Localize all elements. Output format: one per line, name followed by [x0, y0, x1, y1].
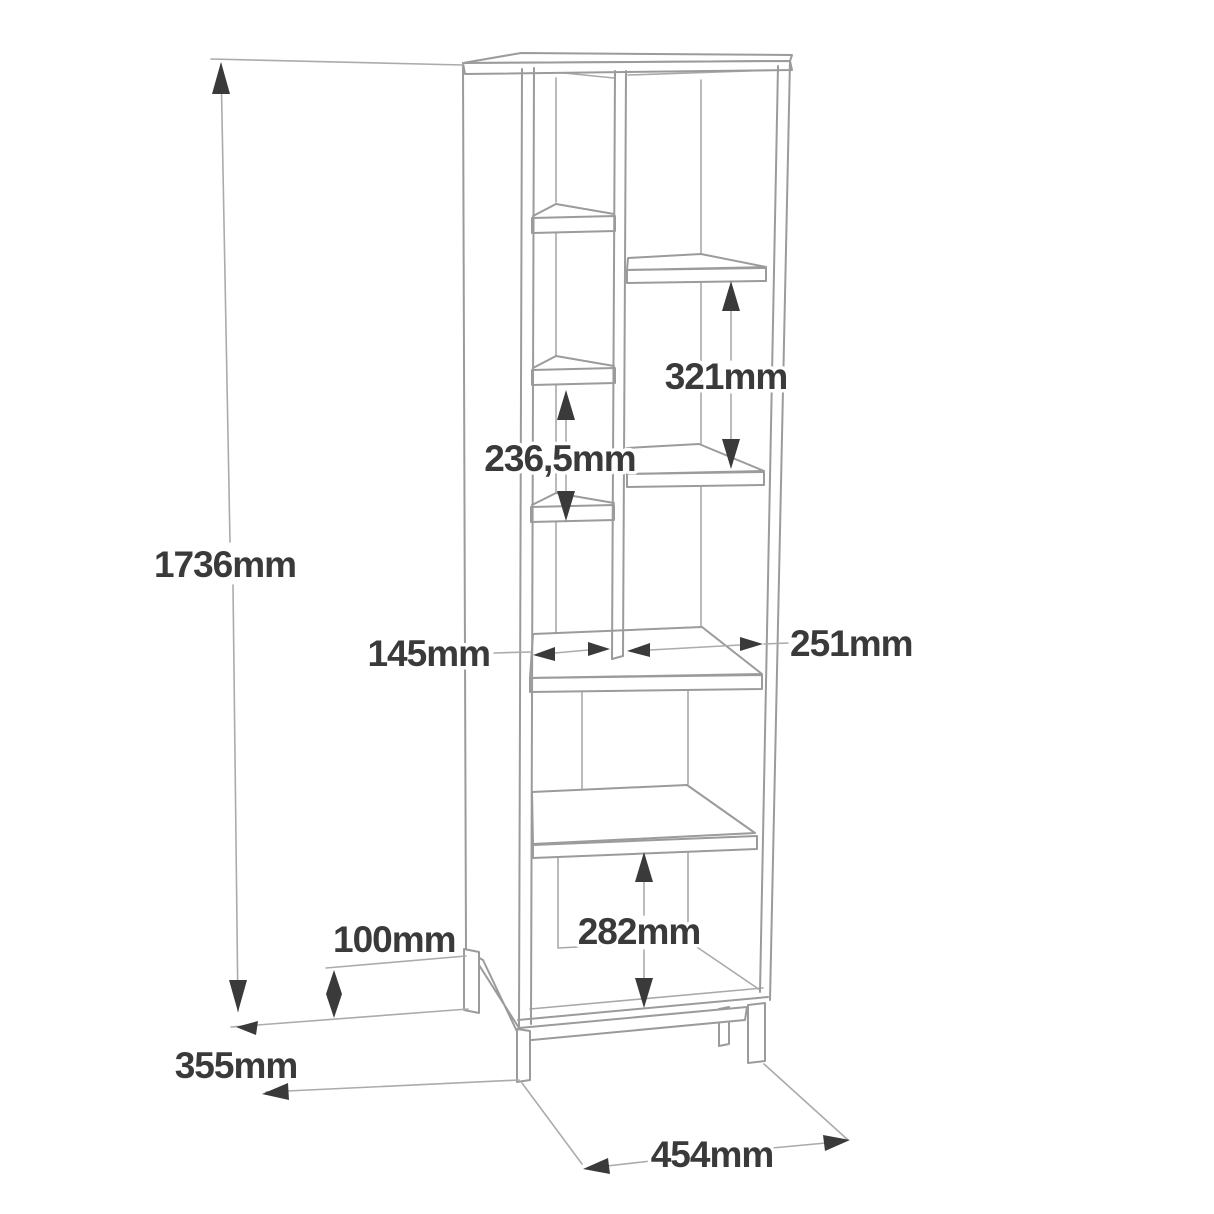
bookcase-base [464, 949, 765, 1082]
shelf-left-middle [532, 356, 615, 385]
base-rail-front [519, 1007, 747, 1041]
dim-width [522, 1064, 850, 1175]
arrow-right-icon [740, 637, 763, 651]
bookcase-frame [463, 61, 790, 1028]
arrow-up-icon [635, 852, 653, 882]
arrow-down-icon [326, 994, 342, 1018]
dim-label-left-compartment-width: 145mm [367, 633, 490, 674]
arrow-down-icon [635, 978, 653, 1008]
dim-total-height [154, 59, 468, 1035]
arrow-up-icon [326, 970, 342, 994]
dim-label-leg-height: 100mm [333, 919, 456, 960]
bookcase-interior-lines [530, 70, 778, 1009]
dim-leg-height [326, 919, 466, 1018]
dim-depth [175, 1045, 519, 1100]
arrow-left-icon [583, 1158, 610, 1174]
arrow-down-icon [229, 980, 247, 1012]
arrow-up-icon [722, 281, 740, 311]
dim-label-left-shelf-spacing: 236,5mm [484, 438, 636, 479]
dim-right-shelf-spacing [665, 281, 788, 469]
arrow-left-icon [236, 1021, 258, 1035]
shelf-full-lower [532, 785, 757, 858]
dim-label-width: 454mm [650, 1134, 774, 1175]
arrow-up-icon [212, 62, 230, 94]
leg-front-right [748, 1003, 765, 1063]
arrow-up-icon [557, 390, 575, 420]
dim-label-right-compartment-width: 251mm [790, 623, 913, 664]
leg-front-left [517, 1029, 530, 1082]
shelf-full-middle [530, 627, 762, 692]
dim-label-depth: 355mm [174, 1045, 298, 1086]
dim-bottom-shelf-spacing [578, 852, 701, 1008]
dim-label-right-shelf-spacing: 321mm [664, 356, 788, 397]
dim-label-bottom-shelf-spacing: 282mm [577, 911, 701, 952]
dim-label-total-height: 1736mm [153, 544, 297, 585]
bookcase-top-panel [463, 53, 792, 74]
shelf-right-lower [627, 444, 764, 487]
shelf-left-top [532, 204, 615, 233]
shelf-right-upper [627, 254, 766, 283]
leg-back-left [464, 949, 479, 1013]
